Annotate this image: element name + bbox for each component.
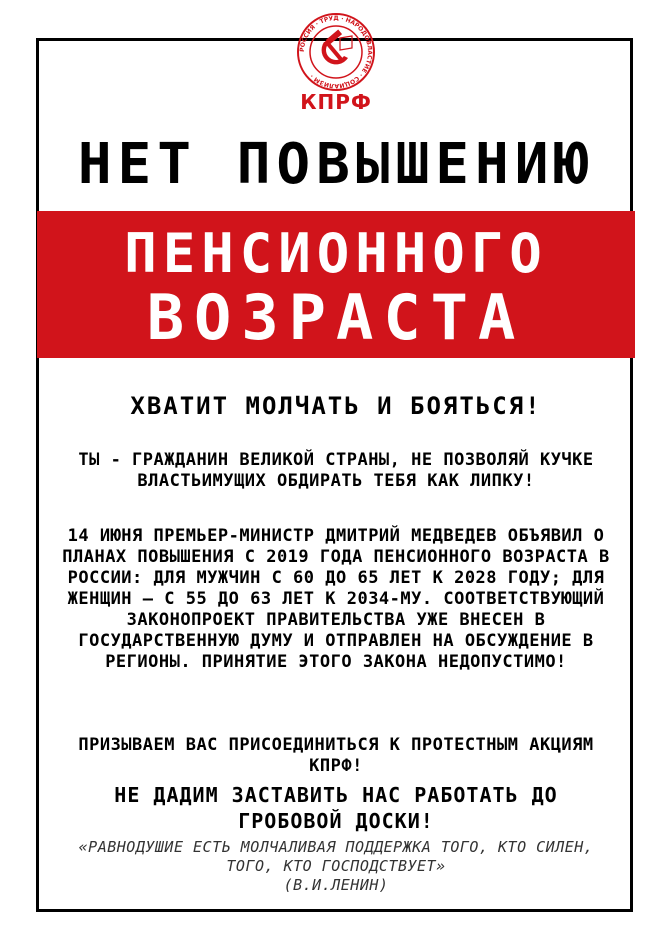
lenin-quote	[60, 838, 612, 895]
quote-text: «РАВНОДУШИЕ ЕСТЬ МОЛЧАЛИВАЯ ПОДДЕРЖКА ТОГО, КТО СИЛЕН, ТОГО, КТО ГОСПОДСТВУЕТ»	[78, 838, 594, 875]
quote-author: (В.И.ЛЕНИН)	[283, 876, 389, 894]
paragraph-1: ТЫ - ГРАЖДАНИН ВЕЛИКОЙ СТРАНЫ, НЕ ПОЗВОЛЯЙ КУЧКЕ ВЛАСТЬИМУЩИХ ОБДИРАТЬ ТЕБЯ КАК ЛИПКУ!	[78, 450, 594, 491]
paragraph-2: 14 ИЮНЯ ПРЕМЬЕР-МИНИСТР ДМИТРИЙ МЕДВЕДЕВ ОБЪЯВИЛ О ПЛАНАХ ПОВЫШЕНИЯ С 2019 ГОДА ПЕНСИОННОГО ВОЗРАСТА В РОССИИ: ДЛЯ МУЖЧИН С 60 ДО 65 ЛЕТ К 2028 ГОДУ; ДЛЯ ЖЕНЩИН — С 55 ДО 63 ЛЕТ К 2034-МУ. СООТВЕТСТВУЮЩИЙ ЗАКОНОПРОЕКТ ПРАВИТЕЛЬСТВА УЖЕ ВНЕСЕН В ГОСУДАРСТВЕННУЮ ДУМУ И ОТПРАВЛЕН НА ОБСУЖДЕНИЕ В РЕГИОНЫ. ПРИНЯТИЕ ЭТОГО ЗАКОНА НЕДОПУСТИМО!	[62, 526, 610, 672]
band-line-1: ПЕНСИОННОГО	[124, 222, 548, 285]
hammer-sickle-icon	[296, 12, 376, 92]
kprf-logo	[281, 12, 391, 132]
stop-line: ХВАТИТ МОЛЧАТЬ И БОЯТЬСЯ!	[130, 392, 542, 420]
slogan: НЕ ДАДИМ ЗАСТАВИТЬ НАС РАБОТАТЬ ДО ГРОБОВОЙ ДОСКИ!	[114, 783, 558, 833]
headline: НЕТ ПОВЫШЕНИЮ	[77, 132, 595, 197]
logo-name: КПРФ	[300, 90, 372, 114]
logo-ring-text: РОССИЯ · ТРУД · НАРОДОВЛАСТИЕ · СОЦИАЛИЗМ ·	[298, 14, 374, 90]
band-line-2: ВОЗРАСТА	[146, 281, 526, 354]
red-band	[37, 211, 635, 358]
paragraph-3: ПРИЗЫВАЕМ ВАС ПРИСОЕДИНИТЬСЯ К ПРОТЕСТНЫМ АКЦИЯМ КПРФ!	[78, 735, 594, 776]
